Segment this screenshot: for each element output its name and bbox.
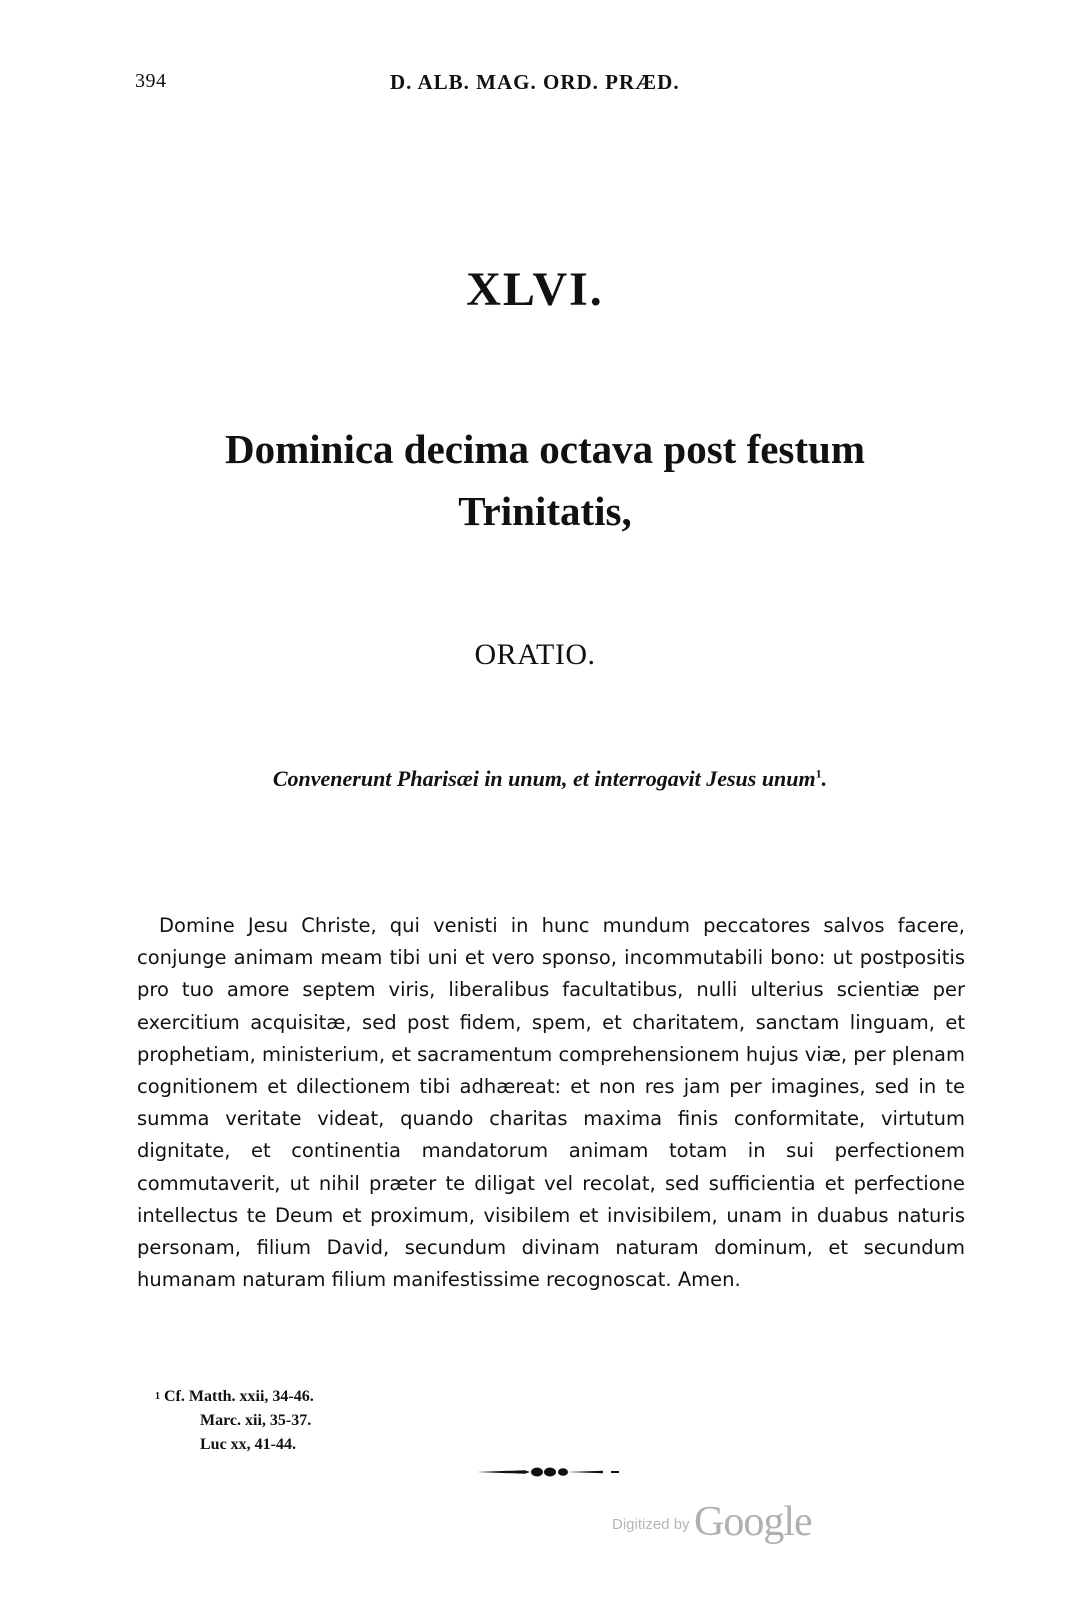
watermark-prefix: Digitized by bbox=[612, 1516, 690, 1533]
footnote-line bbox=[155, 1385, 314, 1409]
epigraph-text: Convenerunt Pharisæi in unum, et interrogavit Jesus unum bbox=[272, 766, 816, 791]
running-head: D. ALB. MAG. ORD. PRÆD. bbox=[390, 70, 680, 94]
chapter-number: XLVI. bbox=[466, 263, 604, 316]
footnotes bbox=[155, 1385, 314, 1457]
end-ornament bbox=[475, 1462, 625, 1482]
footnote-line: Luc xx, 41-44. bbox=[200, 1436, 296, 1453]
footnote-text: Cf. Matth. xxii, 34-46. bbox=[164, 1388, 314, 1405]
epigraph-end: . bbox=[821, 766, 828, 791]
watermark-brand: Google bbox=[694, 1499, 812, 1545]
digitized-watermark bbox=[612, 1498, 812, 1546]
epigraph bbox=[200, 766, 900, 792]
chapter-title: Dominica decima octava post festum Trinitatis, bbox=[225, 426, 865, 534]
footnote-line: Marc. xii, 35-37. bbox=[200, 1412, 312, 1429]
epigraph-note-marker: 1 bbox=[815, 766, 822, 781]
prayer-body: Domine Jesu Christe, qui venisti in hunc mundum peccatores salvos facere, conjunge animam meam tibi uni et vero sponso, incommutabili bono: ut postpositis pro tuo amore septem viris, liberalibus facultatibus, nulli ulterius scientiæ per exercitium acquisitæ, sed post fidem, spem, et charitatem, sanctam linguam, et prophetiam, ministerium, et sacramentum comprehensionem hujus viæ, per plenam cognitionem et dilectionem tibi adhæreat: et non res jam per imagines, sed in te summa veritate videat, quando charitas maxima finis conformitate, virtutum dignitate, et continentia mandatorum animam totam in sui perfectionem commutaverit, ut nihil præter te diligat vel recolat, sed sufficientia et perfectione intellectus te Deum et proximum, visibilem et invisibilem, unam in duabus naturis personam, filium David, secundum divinam naturam dominum, et secundum humanam naturam filium manifestissime recognoscat. Amen. bbox=[137, 914, 965, 1292]
footnote-marker: 1 bbox=[155, 1391, 160, 1402]
section-heading: ORATIO. bbox=[474, 638, 596, 671]
page-number: 394 bbox=[135, 70, 167, 92]
